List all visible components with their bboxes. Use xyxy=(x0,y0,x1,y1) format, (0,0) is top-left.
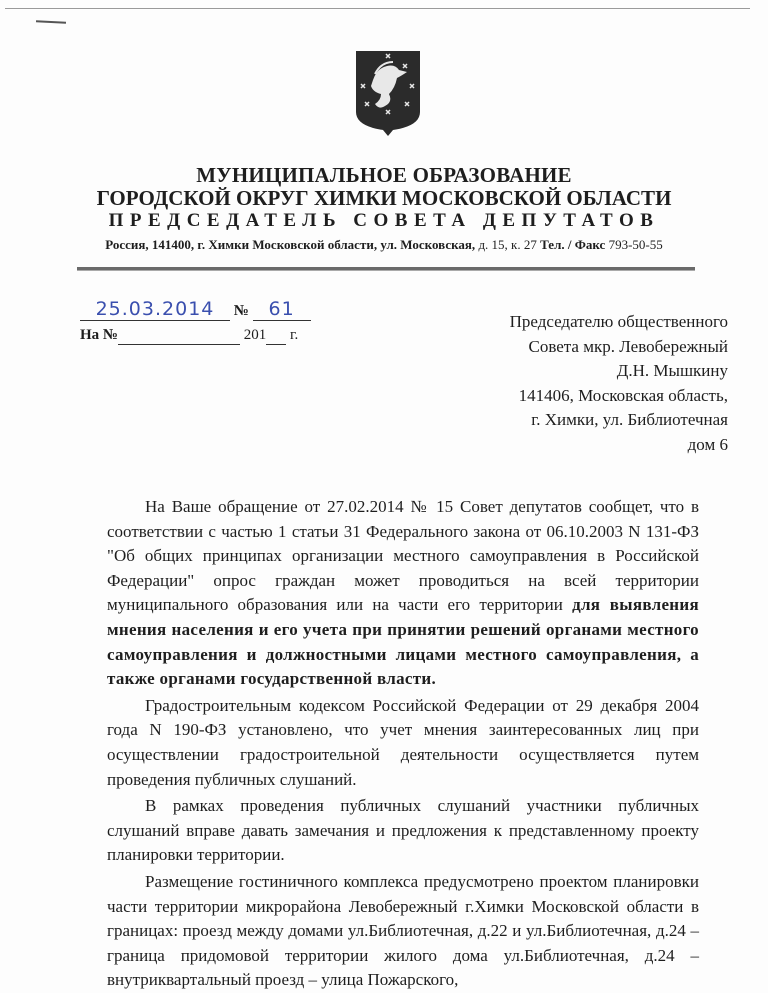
scan-mark xyxy=(36,20,66,24)
number-label: № xyxy=(233,303,249,319)
paragraph-4: Размещение гостиничного комплекса предусмотрено проектом планировки части территории микрорайона Левобережный г.Химки Московской области в границах: проезд между домами ул.Библиотечная, д.22 и ул.Библиотечная, д.24 – граница придомовой территории жилого дома ул.Библиотечная, д.24 – внутриквартальный проезд – улица Пожарского, xyxy=(107,871,699,990)
incoming-year-prefix: 201 xyxy=(243,327,267,343)
paragraph-1-emphasis: для выявления мнения населения и его учета при принятии решений органами местного самоуправления и должностными лицами местного самоуправления, а также органами государственной власти. xyxy=(107,595,699,689)
phone-label: Тел. / Факс xyxy=(540,237,606,252)
incoming-label: На № xyxy=(80,327,118,343)
outgoing-reference xyxy=(80,298,311,321)
outgoing-number: 61 xyxy=(253,298,311,321)
recipient-line: 141406, Московская область, xyxy=(518,385,728,405)
incoming-number-blank xyxy=(118,327,240,345)
recipient-line: Д.Н. Мышкину xyxy=(616,361,728,380)
incoming-year-suffix: г. xyxy=(290,327,299,343)
letterhead-line-1: МУНИЦИПАЛЬНОЕ ОБРАЗОВАНИЕ xyxy=(196,163,572,187)
scan-edge-line xyxy=(5,8,750,9)
paragraph-2: Градостроительным кодексом Российской Федерации от 29 декабря 2004 года N 190-ФЗ установлено, что учет мнения заинтересованных лиц при осуществлении градостроительной деятельности осуществляется путем проведения публичных слушаний. xyxy=(107,695,699,789)
incoming-reference xyxy=(80,327,298,345)
paragraph-1-text: На Ваше обращение от 27.02.2014 № 15 Совет депутатов сообщет, что в соответствии с частью 1 статьи 31 Федерального закона от 06.10.2003 N 131-ФЗ "Об общих принципах организации местного самоуправления в Российской Федерации" опрос граждан может проводиться на всей территории муниципального образования или на части его территории xyxy=(107,497,699,615)
recipient-line: Председателю общественного xyxy=(509,312,728,331)
recipient-line: дом 6 xyxy=(687,434,728,454)
recipient-line: г. Химки, ул. Библиотечная xyxy=(531,410,728,429)
letterhead-address xyxy=(0,237,768,253)
letterhead-divider xyxy=(77,267,695,271)
letterhead xyxy=(0,164,768,232)
letter-body xyxy=(107,495,699,993)
coat-of-arms-icon xyxy=(355,50,421,136)
address-text: Россия, 141400, г. Химки Московской области, ул. Московская, xyxy=(105,237,476,252)
recipient-line: Совета мкр. Левобережный xyxy=(528,336,728,356)
paragraph-3: В рамках проведения публичных слушаний участники публичных слушаний вправе давать замечания и предложения к представленному проекту планировки территории. xyxy=(107,796,699,865)
incoming-year-blank xyxy=(266,327,286,345)
letterhead-line-2: ГОРОДСКОЙ ОКРУГ ХИМКИ МОСКОВСКОЙ ОБЛАСТИ xyxy=(96,186,672,210)
outgoing-date: 25.03.2014 xyxy=(80,298,230,321)
phone-number: 793-50-55 xyxy=(605,237,663,252)
recipient-block xyxy=(510,310,728,457)
paragraph-1 xyxy=(107,495,699,692)
address-building: д. 15, к. 27 xyxy=(475,237,541,252)
letterhead-line-3: ПРЕДСЕДАТЕЛЬ СОВЕТА ДЕПУТАТОВ xyxy=(108,210,660,231)
